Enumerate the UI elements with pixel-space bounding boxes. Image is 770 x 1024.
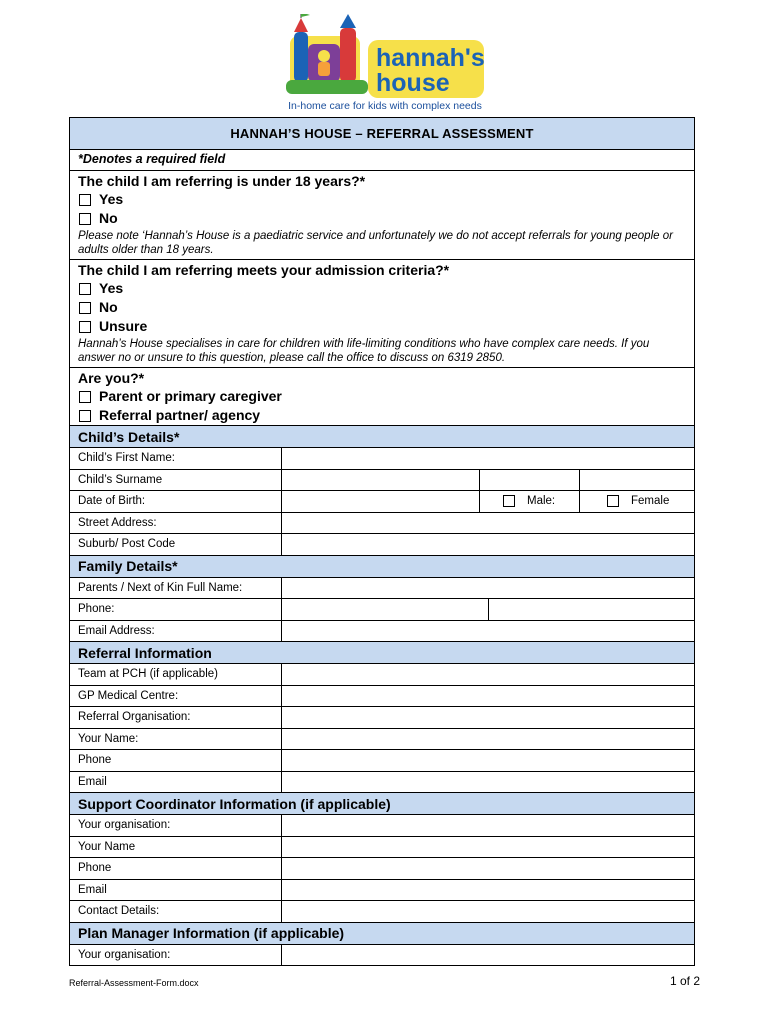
child-surname-extra-cell[interactable]: [580, 470, 694, 491]
logo-word-1: hannah's: [376, 44, 485, 72]
field-label: Email: [70, 880, 282, 901]
gender-female[interactable]: [580, 491, 694, 512]
email-address-input[interactable]: [282, 621, 694, 642]
field-row: [69, 578, 695, 600]
checkbox-icon[interactable]: [607, 495, 619, 507]
phone-input-2[interactable]: [489, 599, 694, 620]
question-admission-criteria: [69, 260, 695, 368]
checkbox-icon[interactable]: [79, 321, 91, 333]
option-no[interactable]: [78, 209, 686, 228]
referral-phone-input[interactable]: [282, 750, 694, 771]
field-label: Parents / Next of Kin Full Name:: [70, 578, 282, 599]
gender-label: Male:: [527, 495, 556, 508]
field-row: [69, 513, 695, 535]
field-label: Phone:: [70, 599, 282, 620]
field-row: [69, 750, 695, 772]
support-email-input[interactable]: [282, 880, 694, 901]
field-row: [69, 901, 695, 923]
field-label: Email: [70, 772, 282, 793]
support-organisation-input[interactable]: [282, 815, 694, 836]
field-row: [69, 772, 695, 794]
field-label: Suburb/ Post Code: [70, 534, 282, 555]
checkbox-icon[interactable]: [79, 302, 91, 314]
field-row: [69, 729, 695, 751]
child-surname-input[interactable]: [282, 470, 480, 491]
phone-input[interactable]: [282, 599, 489, 620]
field-label: Your Name: [70, 837, 282, 858]
gender-male[interactable]: [480, 491, 580, 512]
field-label: Street Address:: [70, 513, 282, 534]
field-row: [69, 448, 695, 470]
option-unsure[interactable]: [78, 317, 686, 336]
required-field-note: *Denotes a required field: [69, 150, 695, 171]
option-yes[interactable]: [78, 190, 686, 209]
gender-label: Female: [631, 495, 670, 508]
street-address-input[interactable]: [282, 513, 694, 534]
question-note: Hannah’s House specialises in care for children with life-limiting conditions who have complex care needs. If you answer no or unsure to this question, please call the office to discuss on 6319 2850.: [78, 338, 650, 364]
field-row: [69, 686, 695, 708]
checkbox-icon[interactable]: [79, 410, 91, 422]
question-title: Are you?*: [78, 370, 145, 386]
field-label: Your organisation:: [70, 945, 282, 966]
section-heading-plan-manager: Plan Manager Information (if applicable): [69, 923, 695, 945]
option-label: Unsure: [99, 318, 148, 334]
field-row: [69, 945, 695, 967]
field-row: [69, 858, 695, 880]
page-number: 1 of 2: [669, 974, 700, 988]
question-under-18: [69, 171, 695, 260]
field-row: [69, 491, 695, 513]
plan-organisation-input[interactable]: [282, 945, 694, 966]
field-row: [69, 534, 695, 556]
question-title: The child I am referring is under 18 years?*: [78, 173, 366, 189]
referral-email-input[interactable]: [282, 772, 694, 793]
field-label: Your Name:: [70, 729, 282, 750]
option-parent[interactable]: [78, 387, 686, 406]
question-are-you: [69, 368, 695, 426]
field-label: Referral Organisation:: [70, 707, 282, 728]
child-first-name-input[interactable]: [282, 448, 694, 469]
field-row: [69, 599, 695, 621]
field-label: Phone: [70, 858, 282, 879]
footer-filename: Referral-Assessment-Form.docx: [69, 978, 199, 988]
option-label: Yes: [99, 191, 124, 207]
option-label: No: [99, 210, 118, 226]
option-no[interactable]: [78, 298, 686, 317]
section-heading-support-coordinator: Support Coordinator Information (if applicable): [69, 793, 695, 815]
support-phone-input[interactable]: [282, 858, 694, 879]
field-row: [69, 880, 695, 902]
option-label: No: [99, 299, 118, 315]
field-row: [69, 837, 695, 859]
checkbox-icon[interactable]: [79, 283, 91, 295]
field-label: Child’s Surname: [70, 470, 282, 491]
section-heading-referral: Referral Information: [69, 642, 695, 664]
checkbox-icon[interactable]: [79, 213, 91, 225]
option-referral-partner[interactable]: [78, 406, 686, 425]
gp-medical-centre-input[interactable]: [282, 686, 694, 707]
referral-form: [69, 117, 695, 966]
field-row: [69, 707, 695, 729]
field-row: [69, 621, 695, 643]
field-label: GP Medical Centre:: [70, 686, 282, 707]
logo-graphic: [282, 14, 488, 114]
field-label: Date of Birth:: [70, 491, 282, 512]
checkbox-icon[interactable]: [503, 495, 515, 507]
child-surname-extra-cell[interactable]: [480, 470, 580, 491]
support-contact-details-input[interactable]: [282, 901, 694, 922]
your-name-input[interactable]: [282, 729, 694, 750]
option-yes[interactable]: [78, 279, 686, 298]
field-label: Child’s First Name:: [70, 448, 282, 469]
hannahs-house-logo: [282, 14, 488, 114]
field-label: Email Address:: [70, 621, 282, 642]
team-at-pch-input[interactable]: [282, 664, 694, 685]
question-note: Please note ‘Hannah’s House is a paediatric service and unfortunately we do not accept referrals for young people or adults older than 18 years.: [78, 230, 673, 256]
referral-organisation-input[interactable]: [282, 707, 694, 728]
field-row: [69, 815, 695, 837]
suburb-postcode-input[interactable]: [282, 534, 694, 555]
form-title: HANNAH’S HOUSE – REFERRAL ASSESSMENT: [69, 117, 695, 150]
field-label: Team at PCH (if applicable): [70, 664, 282, 685]
option-label: Parent or primary caregiver: [99, 388, 282, 404]
checkbox-icon[interactable]: [79, 391, 91, 403]
field-row: [69, 470, 695, 492]
field-label: Phone: [70, 750, 282, 771]
option-label: Referral partner/ agency: [99, 407, 261, 423]
field-row: [69, 664, 695, 686]
section-heading-child: Child’s Details*: [69, 426, 695, 448]
logo-word-2: house: [376, 69, 450, 97]
checkbox-icon[interactable]: [79, 194, 91, 206]
option-label: Yes: [99, 280, 124, 296]
next-of-kin-input[interactable]: [282, 578, 694, 599]
date-of-birth-input[interactable]: [282, 491, 480, 512]
support-name-input[interactable]: [282, 837, 694, 858]
question-title: The child I am referring meets your admission criteria?*: [78, 262, 450, 278]
section-heading-family: Family Details*: [69, 556, 695, 578]
field-label: Contact Details:: [70, 901, 282, 922]
field-label: Your organisation:: [70, 815, 282, 836]
logo-tagline: In-home care for kids with complex needs: [288, 100, 482, 112]
